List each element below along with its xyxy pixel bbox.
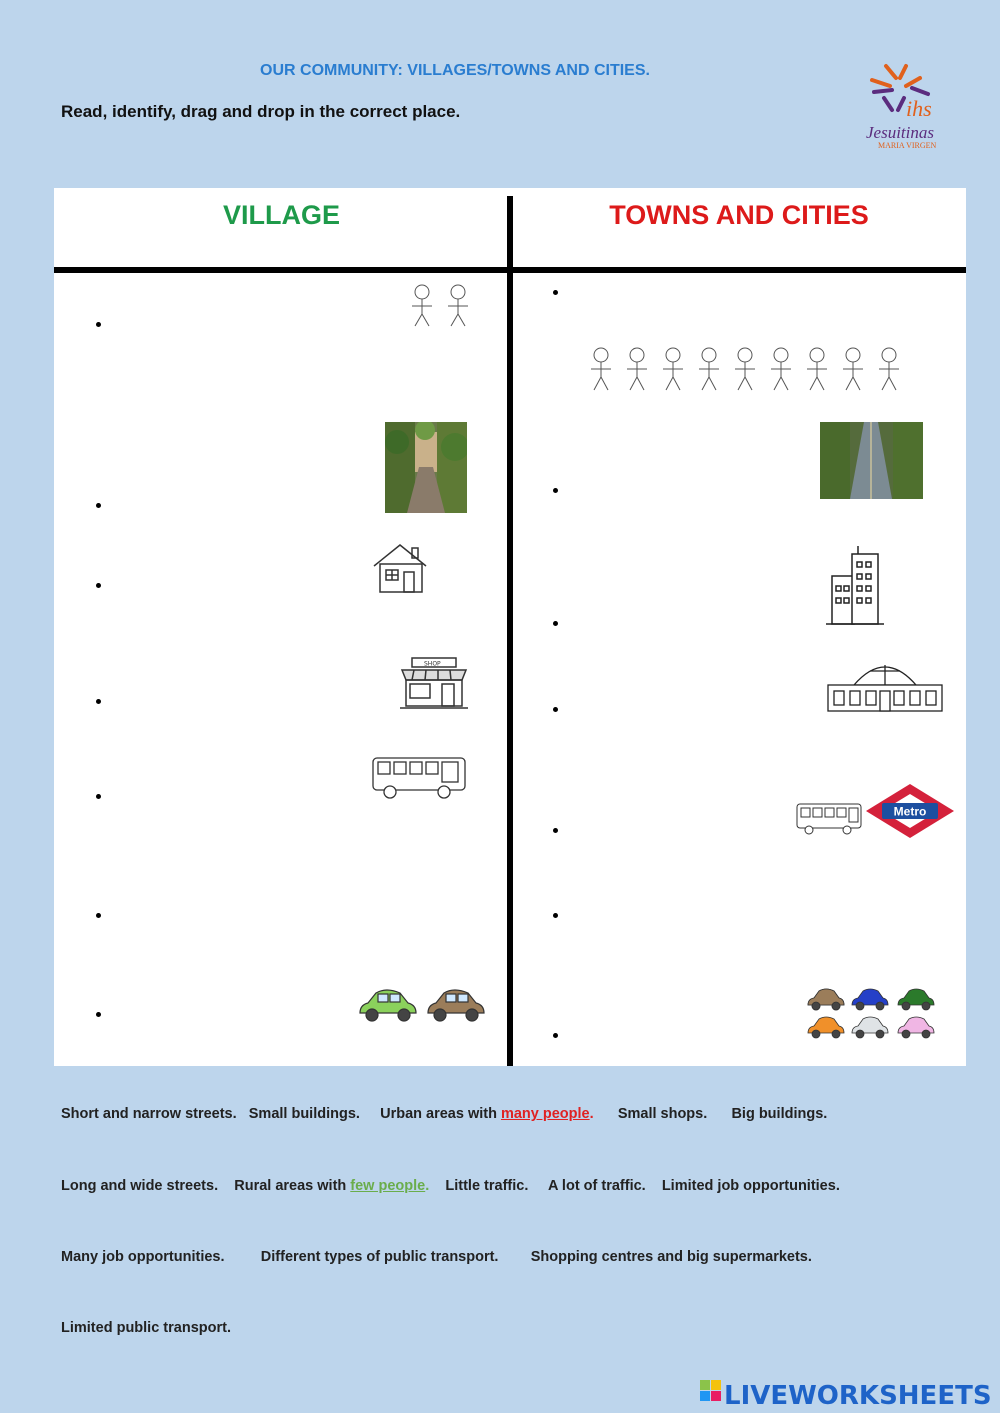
village-drop-slot-3[interactable] bbox=[96, 583, 101, 588]
word-bank-row-1 bbox=[61, 1106, 827, 1122]
logo-maria-virgen: MARIA VIRGEN bbox=[878, 141, 937, 150]
small-house-icon bbox=[372, 542, 430, 594]
village-drop-slot-2[interactable] bbox=[96, 503, 101, 508]
village-drop-slot-6[interactable] bbox=[96, 913, 101, 918]
header-divider bbox=[54, 267, 966, 273]
instruction-text: Read, identify, drag and drop in the correct place. bbox=[61, 102, 461, 121]
phrase-many-people: many people bbox=[500, 1106, 590, 1122]
svg-text:SHOP: SHOP bbox=[424, 660, 441, 668]
many-people-icon bbox=[585, 345, 915, 395]
two-cars-icon bbox=[356, 985, 490, 1025]
phrase-limited-jobs[interactable]: Limited job opportunities. bbox=[661, 1178, 840, 1194]
column-divider bbox=[507, 196, 513, 1066]
towns-drop-slot-5[interactable] bbox=[553, 828, 558, 833]
tall-building-icon bbox=[822, 546, 888, 626]
word-bank-row-3 bbox=[61, 1249, 812, 1265]
towns-drop-slot-6[interactable] bbox=[553, 913, 558, 918]
school-logo bbox=[860, 58, 945, 153]
logo-ihs: ihs bbox=[906, 96, 932, 121]
phrase-urban-post: . bbox=[589, 1106, 594, 1122]
village-drop-slot-7[interactable] bbox=[96, 1012, 101, 1017]
liveworksheets-logo bbox=[700, 1374, 995, 1412]
phrase-big-buildings[interactable]: Big buildings. bbox=[731, 1106, 828, 1122]
word-bank-row-2 bbox=[61, 1178, 840, 1194]
phrase-little-traffic[interactable]: Little traffic. bbox=[445, 1178, 529, 1194]
phrase-many-jobs[interactable]: Many job opportunities. bbox=[61, 1249, 225, 1265]
many-cars-icon bbox=[806, 985, 940, 1043]
towns-drop-slot-2[interactable] bbox=[553, 488, 558, 493]
small-shop-icon bbox=[398, 656, 470, 710]
shopping-centre-icon bbox=[824, 655, 946, 715]
two-people-icon bbox=[405, 282, 475, 332]
towns-drop-slot-3[interactable] bbox=[553, 621, 558, 626]
phrase-rural-pre: Rural areas with bbox=[234, 1178, 351, 1194]
towns-drop-slot-1[interactable] bbox=[553, 290, 558, 295]
phrase-shopping-centres[interactable]: Shopping centres and big supermarkets. bbox=[530, 1249, 812, 1265]
village-drop-slot-1[interactable] bbox=[96, 322, 101, 327]
metro-label: Metro bbox=[893, 804, 927, 819]
word-bank-row-4 bbox=[61, 1320, 231, 1336]
towns-drop-slot-7[interactable] bbox=[553, 1033, 558, 1038]
phrase-public-transport-types[interactable]: Different types of public transport. bbox=[260, 1249, 499, 1265]
phrase-limited-public-transport[interactable]: Limited public transport. bbox=[61, 1320, 231, 1336]
phrase-urban-areas[interactable] bbox=[380, 1106, 594, 1122]
village-drop-slot-4[interactable] bbox=[96, 699, 101, 704]
page-title: OUR COMMUNITY: VILLAGES/TOWNS AND CITIES. bbox=[260, 62, 650, 79]
metro-sign-icon bbox=[864, 782, 956, 840]
towns-drop-slot-4[interactable] bbox=[553, 707, 558, 712]
phrase-small-buildings[interactable]: Small buildings. bbox=[248, 1106, 360, 1122]
phrase-long-wide-streets[interactable]: Long and wide streets. bbox=[61, 1178, 219, 1194]
phrase-few-people: few people bbox=[350, 1178, 426, 1194]
phrase-rural-areas[interactable] bbox=[234, 1178, 429, 1194]
logo-jesuitinas: Jesuitinas bbox=[866, 123, 934, 142]
village-heading: VILLAGE bbox=[222, 200, 340, 230]
phrase-rural-post: . bbox=[425, 1178, 430, 1194]
narrow-street-photo bbox=[385, 422, 467, 513]
phrase-urban-pre: Urban areas with bbox=[380, 1106, 501, 1122]
towns-heading: TOWNS AND CITIES bbox=[609, 200, 869, 230]
phrase-short-narrow-streets[interactable]: Short and narrow streets. bbox=[61, 1106, 237, 1122]
wide-avenue-photo bbox=[820, 422, 923, 499]
bus-icon bbox=[370, 752, 470, 800]
phrase-lot-of-traffic[interactable]: A lot of traffic. bbox=[547, 1178, 646, 1194]
brand-text: LIVEWORKSHEETS bbox=[724, 1381, 992, 1411]
city-bus-icon bbox=[795, 800, 865, 836]
phrase-small-shops[interactable]: Small shops. bbox=[617, 1106, 708, 1122]
village-drop-slot-5[interactable] bbox=[96, 794, 101, 799]
